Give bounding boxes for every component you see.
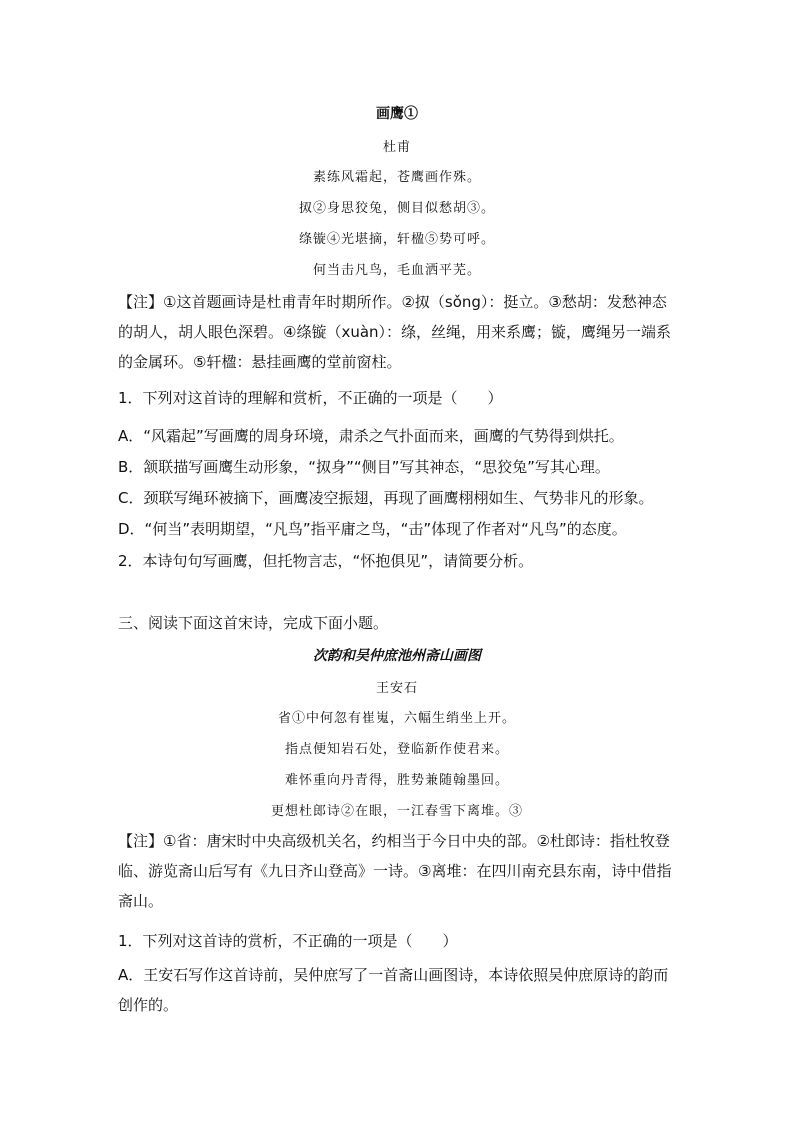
option-c: C．颈联写绳环被摘下，画鹰凌空振翅，再现了画鹰栩栩如生、气势非凡的形象。 bbox=[118, 489, 654, 507]
poem1-note: 【注】①这首题画诗是杜甫青年时期所作。②㧐（sǒng）：挺立。③愁胡：发愁神态的胡人，胡人眼色深碧。④绦镟（xuàn）：绦，丝绳，用来系鹰；镟，鹰绳另一端系的金属环。⑤轩楹：悬挂画鹰的堂前窗柱。 bbox=[118, 293, 672, 371]
poem1-line: 绦镟④光堪摘，轩楹⑤势可呼。 bbox=[298, 232, 495, 247]
option-a: A．王安石写作这首诗前，吴仲庶写了一首斋山画图诗，本诗依照吴仲庶原诗的韵而创作的。 bbox=[118, 966, 669, 1014]
poem2-line: 难怀重向丹青得，胜势兼随翰墨回。 bbox=[284, 773, 509, 788]
poem2-author: 王安石 bbox=[375, 681, 418, 696]
poem1-line: 㧐②身思狡兔，侧目似愁胡③。 bbox=[298, 201, 495, 216]
option-d: D．“何当”表明期望，“凡鸟”指平庸之鸟，“击”体现了作者对“凡鸟”的态度。 bbox=[118, 520, 627, 538]
question-2: 2．本诗句句写画鹰，但托物言志，“怀抱俱见”，请简要分析。 bbox=[118, 552, 534, 570]
question-1: 1．下列对这首诗的赏析，不正确的一项是（ ） bbox=[118, 932, 458, 950]
poem1-title: 画鹰① bbox=[376, 106, 418, 122]
poem1-author: 杜甫 bbox=[382, 140, 411, 155]
poem1-line: 何当击凡鸟，毛血洒平芜。 bbox=[312, 263, 481, 278]
poem2-line: 指点便知岩石处，登临新作使君来。 bbox=[284, 742, 509, 757]
poem1-line: 素练风霜起，苍鹰画作殊。 bbox=[312, 170, 481, 185]
section-heading: 三、阅读下面这首宋诗，完成下面小题。 bbox=[118, 614, 389, 632]
option-b: B．颔联描写画鹰生动形象，“㧐身”“侧目”写其神态，“思狡兔”写其心理。 bbox=[118, 458, 610, 476]
question-1: 1．下列对这首诗的理解和赏析，不正确的一项是（ ） bbox=[118, 389, 503, 407]
poem2-line: 省①中何忽有崔嵬，六幅生绡坐上开。 bbox=[277, 711, 516, 726]
poem2-line: 更想杜郎诗②在眼，一江春雪下离堆。③ bbox=[270, 804, 523, 819]
poem2-title: 次韵和吴仲庶池州斋山画图 bbox=[313, 648, 481, 664]
option-a: A．“风霜起”写画鹰的周身环境，肃杀之气扑面而来，画鹰的气势得到烘托。 bbox=[118, 427, 624, 445]
poem2-note: 【注】①省：唐宋时中央高级机关名，约相当于今日中央的部。②杜郎诗：指杜牧登临、游览斋山后写有《九日齐山登高》一诗。③离堆：在四川南充县东南，诗中借指斋山。 bbox=[118, 832, 672, 910]
